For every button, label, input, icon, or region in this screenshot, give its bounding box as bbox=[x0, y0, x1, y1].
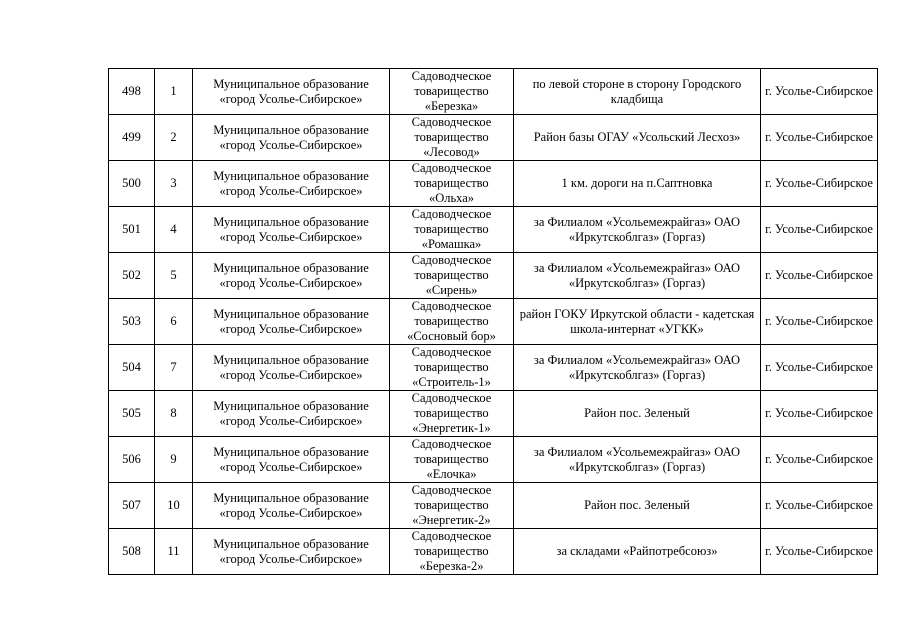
row-index: 6 bbox=[155, 299, 193, 345]
row-index: 11 bbox=[155, 529, 193, 575]
row-number: 502 bbox=[109, 253, 155, 299]
location-cell: 1 км. дороги на п.Саптновка bbox=[514, 161, 761, 207]
settlement-cell: г. Усолье-Сибирское bbox=[761, 161, 878, 207]
municipality-cell: Муниципальное образование «город Усолье-Сибирское» bbox=[193, 483, 390, 529]
municipality-cell: Муниципальное образование «город Усолье-Сибирское» bbox=[193, 391, 390, 437]
municipality-cell: Муниципальное образование «город Усолье-Сибирское» bbox=[193, 345, 390, 391]
municipality-cell: Муниципальное образование «город Усолье-Сибирское» bbox=[193, 253, 390, 299]
society-cell: Садоводческое товарищество «Строитель-1» bbox=[390, 345, 514, 391]
settlement-cell: г. Усолье-Сибирское bbox=[761, 483, 878, 529]
table-row bbox=[109, 253, 878, 299]
municipality-cell: Муниципальное образование «город Усолье-Сибирское» bbox=[193, 299, 390, 345]
table-row bbox=[109, 161, 878, 207]
row-index: 4 bbox=[155, 207, 193, 253]
settlement-cell: г. Усолье-Сибирское bbox=[761, 207, 878, 253]
municipality-cell: Муниципальное образование «город Усолье-Сибирское» bbox=[193, 207, 390, 253]
settlement-cell: г. Усолье-Сибирское bbox=[761, 529, 878, 575]
row-index: 5 bbox=[155, 253, 193, 299]
row-number: 507 bbox=[109, 483, 155, 529]
table-row bbox=[109, 207, 878, 253]
records-body bbox=[109, 69, 878, 575]
society-cell: Садоводческое товарищество «Энергетик-1» bbox=[390, 391, 514, 437]
row-number: 508 bbox=[109, 529, 155, 575]
society-cell: Садоводческое товарищество «Березка-2» bbox=[390, 529, 514, 575]
location-cell: за Филиалом «Усольемежрайгаз» ОАО «Иркутскоблгаз» (Горгаз) bbox=[514, 253, 761, 299]
municipality-cell: Муниципальное образование «город Усолье-Сибирское» bbox=[193, 115, 390, 161]
location-cell: за Филиалом «Усольемежрайгаз» ОАО «Иркутскоблгаз» (Горгаз) bbox=[514, 207, 761, 253]
row-index: 7 bbox=[155, 345, 193, 391]
location-cell: за Филиалом «Усольемежрайгаз» ОАО «Иркутскоблгаз» (Горгаз) bbox=[514, 437, 761, 483]
table-row bbox=[109, 529, 878, 575]
table-row bbox=[109, 115, 878, 161]
location-cell: район ГОКУ Иркутской области - кадетская школа-интернат «УГКК» bbox=[514, 299, 761, 345]
society-cell: Садоводческое товарищество «Энергетик-2» bbox=[390, 483, 514, 529]
row-index: 2 bbox=[155, 115, 193, 161]
table-row bbox=[109, 299, 878, 345]
location-cell: Район базы ОГАУ «Усольский Лесхоз» bbox=[514, 115, 761, 161]
records-table bbox=[108, 68, 878, 575]
municipality-cell: Муниципальное образование «город Усолье-Сибирское» bbox=[193, 529, 390, 575]
location-cell: по левой стороне в сторону Городского кладбища bbox=[514, 69, 761, 115]
settlement-cell: г. Усолье-Сибирское bbox=[761, 437, 878, 483]
society-cell: Садоводческое товарищество «Сосновый бор» bbox=[390, 299, 514, 345]
location-cell: Район пос. Зеленый bbox=[514, 483, 761, 529]
row-number: 501 bbox=[109, 207, 155, 253]
municipality-cell: Муниципальное образование «город Усолье-Сибирское» bbox=[193, 161, 390, 207]
table-row bbox=[109, 391, 878, 437]
society-cell: Садоводческое товарищество «Ольха» bbox=[390, 161, 514, 207]
municipality-cell: Муниципальное образование «город Усолье-Сибирское» bbox=[193, 69, 390, 115]
society-cell: Садоводческое товарищество «Березка» bbox=[390, 69, 514, 115]
row-number: 498 bbox=[109, 69, 155, 115]
settlement-cell: г. Усолье-Сибирское bbox=[761, 115, 878, 161]
society-cell: Садоводческое товарищество «Сирень» bbox=[390, 253, 514, 299]
row-index: 3 bbox=[155, 161, 193, 207]
table-row bbox=[109, 69, 878, 115]
settlement-cell: г. Усолье-Сибирское bbox=[761, 391, 878, 437]
row-number: 499 bbox=[109, 115, 155, 161]
settlement-cell: г. Усолье-Сибирское bbox=[761, 253, 878, 299]
location-cell: за складами «Райпотребсоюз» bbox=[514, 529, 761, 575]
location-cell: Район пос. Зеленый bbox=[514, 391, 761, 437]
row-index: 10 bbox=[155, 483, 193, 529]
row-number: 500 bbox=[109, 161, 155, 207]
table-row bbox=[109, 345, 878, 391]
row-number: 503 bbox=[109, 299, 155, 345]
society-cell: Садоводческое товарищество «Лесовод» bbox=[390, 115, 514, 161]
society-cell: Садоводческое товарищество «Елочка» bbox=[390, 437, 514, 483]
row-number: 506 bbox=[109, 437, 155, 483]
row-index: 8 bbox=[155, 391, 193, 437]
settlement-cell: г. Усолье-Сибирское bbox=[761, 299, 878, 345]
society-cell: Садоводческое товарищество «Ромашка» bbox=[390, 207, 514, 253]
table-row bbox=[109, 483, 878, 529]
row-number: 505 bbox=[109, 391, 155, 437]
municipality-cell: Муниципальное образование «город Усолье-Сибирское» bbox=[193, 437, 390, 483]
location-cell: за Филиалом «Усольемежрайгаз» ОАО «Иркутскоблгаз» (Горгаз) bbox=[514, 345, 761, 391]
table-row bbox=[109, 437, 878, 483]
row-index: 1 bbox=[155, 69, 193, 115]
settlement-cell: г. Усолье-Сибирское bbox=[761, 69, 878, 115]
settlement-cell: г. Усолье-Сибирское bbox=[761, 345, 878, 391]
row-number: 504 bbox=[109, 345, 155, 391]
row-index: 9 bbox=[155, 437, 193, 483]
